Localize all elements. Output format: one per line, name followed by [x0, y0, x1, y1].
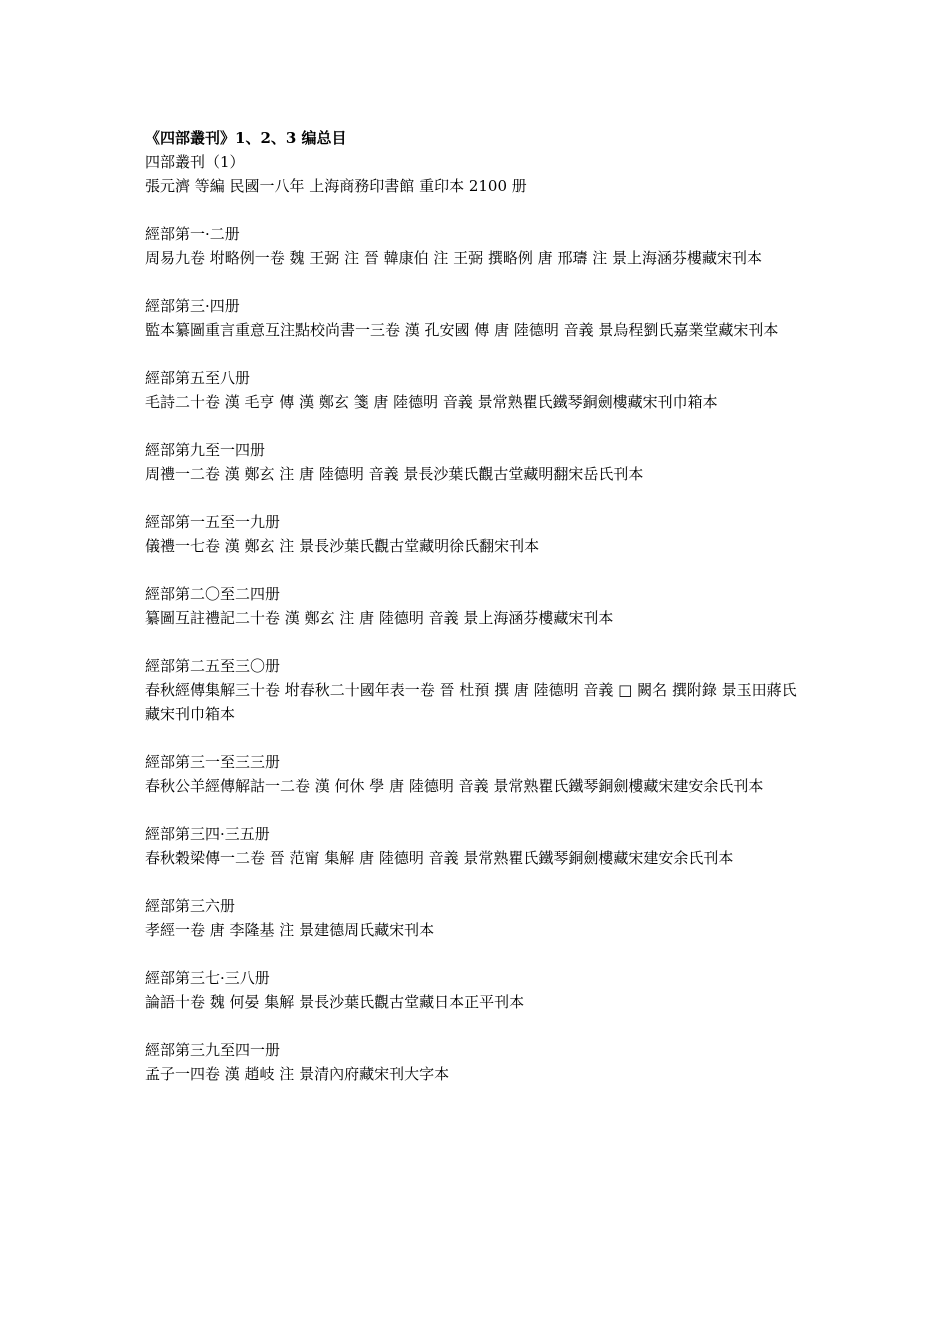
entry-text: 孝經一卷 唐 李隆基 注 景建德周氏藏宋刊本 [145, 921, 435, 939]
entry-heading: 經部第二〇至二四册 [145, 585, 281, 603]
entry-text: 周易九卷 坿略例一卷 魏 王弼 注 晉 韓康伯 注 王弼 撰略例 唐 邢璹 注 景上海涵芬樓藏宋刊本 [145, 249, 762, 267]
entry-heading: 經部第一五至一九册 [145, 513, 281, 531]
catalog-entry [145, 894, 810, 942]
catalog-entry [145, 222, 810, 270]
catalog-entry [145, 750, 810, 798]
entry-text: 春秋公羊經傳解詁一二卷 漢 何休 學 唐 陸德明 音義 景常熟瞿氏鐵琴銅劍樓藏宋建安余氏刊本 [145, 777, 764, 795]
entry-heading: 經部第三六册 [145, 897, 236, 915]
catalog-entry [145, 438, 810, 486]
catalog-entry [145, 822, 810, 870]
publication-info: 張元濟 等編 民國一八年 上海商務印書館 重印本 2100 册 [145, 177, 527, 195]
entry-text: 春秋穀梁傳一二卷 晉 范甯 集解 唐 陸德明 音義 景常熟瞿氏鐵琴銅劍樓藏宋建安余氏刊本 [145, 849, 734, 867]
entry-heading: 經部第一·二册 [145, 225, 240, 243]
entry-text: 孟子一四卷 漢 趙岐 注 景清內府藏宋刊大字本 [145, 1065, 450, 1083]
entry-text: 監本纂圖重言重意互注點校尚書一三卷 漢 孔安國 傳 唐 陸德明 音義 景烏程劉氏嘉業堂藏宋刊本 [145, 321, 779, 339]
entry-text: 纂圖互註禮記二十卷 漢 鄭玄 注 唐 陸德明 音義 景上海涵芬樓藏宋刊本 [145, 609, 614, 627]
entry-text: 論語十卷 魏 何晏 集解 景長沙葉氏觀古堂藏日本正平刊本 [145, 993, 525, 1011]
entry-heading: 經部第三一至三三册 [145, 753, 281, 771]
entry-heading: 經部第三四·三五册 [145, 825, 270, 843]
catalog-entry [145, 582, 810, 630]
entry-heading: 經部第三九至四一册 [145, 1041, 281, 1059]
entry-heading: 經部第三七·三八册 [145, 969, 270, 987]
entry-text: 春秋經傳集解三十卷 坿春秋二十國年表一卷 晉 杜預 撰 唐 陸德明 音義 □ 闕名 撰附錄 景玉田蔣氏藏宋刊巾箱本 [145, 681, 797, 723]
entry-heading: 經部第九至一四册 [145, 441, 266, 459]
catalog-entry [145, 654, 810, 726]
catalog-entry [145, 966, 810, 1014]
entry-text: 周禮一二卷 漢 鄭玄 注 唐 陸德明 音義 景長沙葉氏觀古堂藏明翻宋岳氏刊本 [145, 465, 644, 483]
catalog-entry [145, 1038, 810, 1086]
entry-heading: 經部第五至八册 [145, 369, 251, 387]
entry-heading: 經部第三·四册 [145, 297, 240, 315]
entry-text: 儀禮一七卷 漢 鄭玄 注 景長沙葉氏觀古堂藏明徐氏翻宋刊本 [145, 537, 540, 555]
entry-text: 毛詩二十卷 漢 毛亨 傳 漢 鄭玄 箋 唐 陸德明 音義 景常熟瞿氏鐵琴銅劍樓藏宋刊巾箱本 [145, 393, 718, 411]
document-subtitle: 四部叢刊（1） [145, 153, 245, 171]
catalog-entry [145, 294, 810, 342]
document-content [145, 126, 810, 1086]
document-title: 《四部叢刊》1、2、3 编总目 [145, 129, 347, 147]
catalog-entry [145, 366, 810, 414]
catalog-entry [145, 510, 810, 558]
entry-heading: 經部第二五至三〇册 [145, 657, 281, 675]
